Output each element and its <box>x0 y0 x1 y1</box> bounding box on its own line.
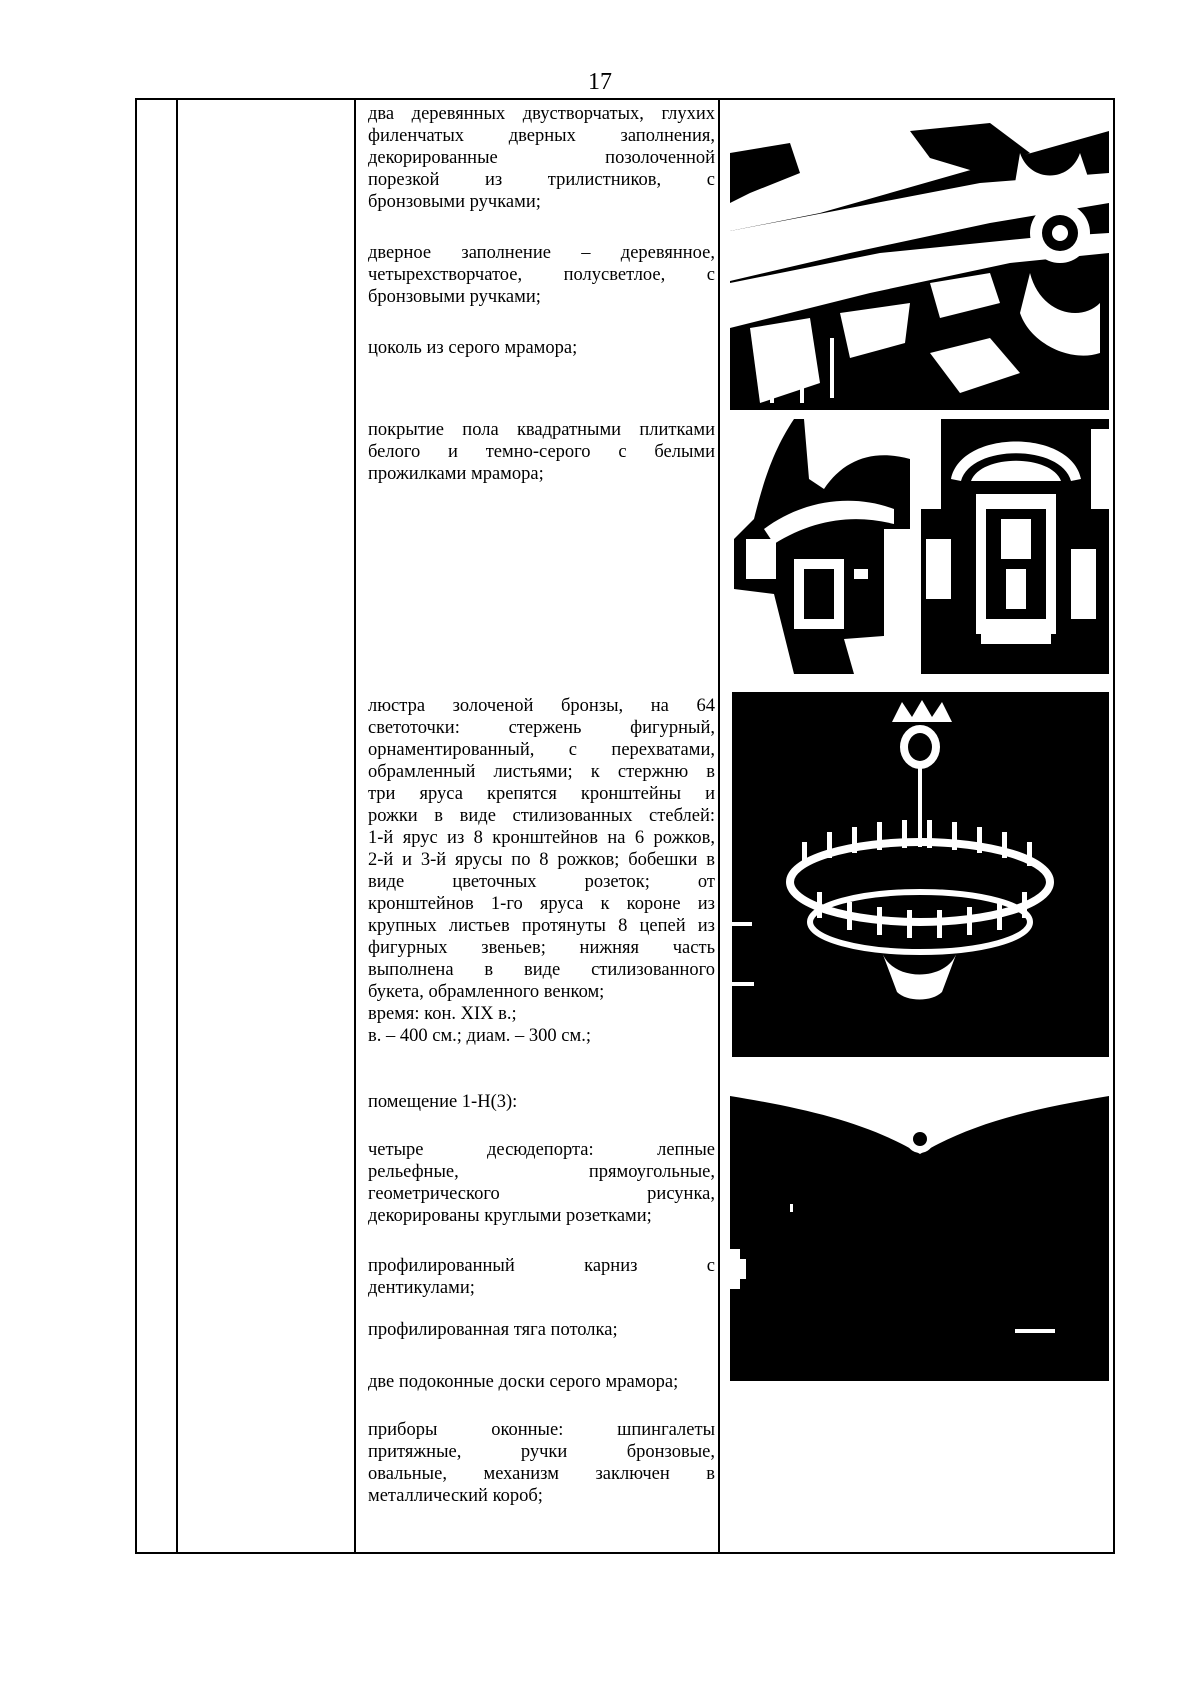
desc-line: металлический короб; <box>368 1486 543 1506</box>
desc-overdoors <box>368 1139 715 1227</box>
desc-floor <box>368 419 715 485</box>
desc-line: две подоконные доски серого мрамора; <box>368 1372 679 1392</box>
desc-line: люстра золоченой бронзы, на 64 <box>368 696 715 716</box>
desc-line: декорированные позолоченной <box>368 148 715 168</box>
desc-line: филенчатых дверных заполнения, <box>368 126 715 146</box>
desc-plinth <box>368 337 715 359</box>
desc-line: в. – 400 см.; диам. – 300 см.; <box>368 1026 591 1046</box>
desc-line: 2-й и 3-й ярусы по 8 рожков; бобешки в <box>368 850 715 870</box>
desc-door-four-leaf <box>368 242 715 308</box>
desc-cornice <box>368 1255 715 1299</box>
desc-line: два деревянных двустворчатых, глухих <box>368 104 715 124</box>
desc-line: помещение 1-Н(3): <box>368 1092 518 1112</box>
desc-line: профилированный карниз с <box>368 1256 715 1276</box>
desc-line: 1-й ярус из 8 кронштейнов на 6 рожков, <box>368 828 715 848</box>
desc-line: четырехстворчатое, полусветлое, с <box>368 265 715 285</box>
photo-doors-ceiling-image <box>730 113 1109 410</box>
desc-line: порезкой из трилистников, с <box>368 170 715 190</box>
page-number: 17 <box>588 69 612 95</box>
desc-line: покрытие пола квадратными плитками <box>368 420 715 440</box>
photo-floor-right <box>921 419 1109 674</box>
desc-line: обрамленный листьями; к стержню в <box>368 762 715 782</box>
desc-line: три яруса крепятся кронштейны и <box>368 784 715 804</box>
desc-line: выполнена в виде стилизованного <box>368 960 715 980</box>
desc-line: крупных листьев протянуты 8 цепей из <box>368 916 715 936</box>
desc-line: белого и темно-серого с белыми <box>368 442 715 462</box>
desc-line: кронштейнов 1-го яруса к короне из <box>368 894 715 914</box>
desc-line: приборы оконные: шпингалеты <box>368 1420 715 1440</box>
desc-line: светоточки: стержень фигурный, <box>368 718 715 738</box>
column-border-0 <box>135 98 137 1554</box>
desc-line: бронзовыми ручками; <box>368 287 541 307</box>
desc-door-two-leaf <box>368 103 715 213</box>
table-top-border <box>135 98 1115 100</box>
desc-line: виде цветочных розеток; от <box>368 872 715 892</box>
desc-line: дентикулами; <box>368 1278 475 1298</box>
desc-line: рельефные, прямоугольные, <box>368 1162 715 1182</box>
photo-room-1n3-image <box>730 1084 1109 1381</box>
column-border-4 <box>1113 98 1115 1554</box>
photo-doors-ceiling <box>730 113 1109 410</box>
column-border-1 <box>176 98 178 1554</box>
desc-line: профилированная тяга потолка; <box>368 1320 618 1340</box>
desc-line: букета, обрамленного венком; <box>368 982 605 1002</box>
photo-floor-left <box>734 419 910 674</box>
desc-line: бронзовыми ручками; <box>368 192 541 212</box>
desc-line: время: кон. XIX в.; <box>368 1004 517 1024</box>
column-border-2 <box>354 98 356 1554</box>
photo-floor-right-image <box>921 419 1109 674</box>
desc-room <box>368 1091 715 1113</box>
desc-line: декорированы круглыми розетками; <box>368 1206 652 1226</box>
column-border-3 <box>718 98 720 1554</box>
desc-line: овальные, механизм заключен в <box>368 1464 715 1484</box>
desc-window-fittings <box>368 1419 715 1507</box>
desc-line: орнаментированный, с перехватами, <box>368 740 715 760</box>
photo-floor-left-image <box>734 419 910 674</box>
photo-chandelier <box>732 692 1109 1057</box>
desc-ceiling-rod <box>368 1319 715 1341</box>
desc-line: прожилками мрамора; <box>368 464 544 484</box>
desc-line: цоколь из серого мрамора; <box>368 338 578 358</box>
desc-sills <box>368 1371 715 1393</box>
photo-chandelier-image <box>732 692 1109 1057</box>
desc-line: дверное заполнение – деревянное, <box>368 243 715 263</box>
desc-line: рожки в виде стилизованных стеблей: <box>368 806 715 826</box>
desc-line: фигурных звеньев; нижняя часть <box>368 938 715 958</box>
desc-line: притяжные, ручки бронзовые, <box>368 1442 715 1462</box>
table-bottom-border <box>135 1552 1115 1554</box>
desc-line: четыре десюдепорта: лепные <box>368 1140 715 1160</box>
photo-room-1n3 <box>730 1084 1109 1381</box>
desc-line: геометрического рисунка, <box>368 1184 715 1204</box>
desc-chandelier <box>368 695 715 1047</box>
